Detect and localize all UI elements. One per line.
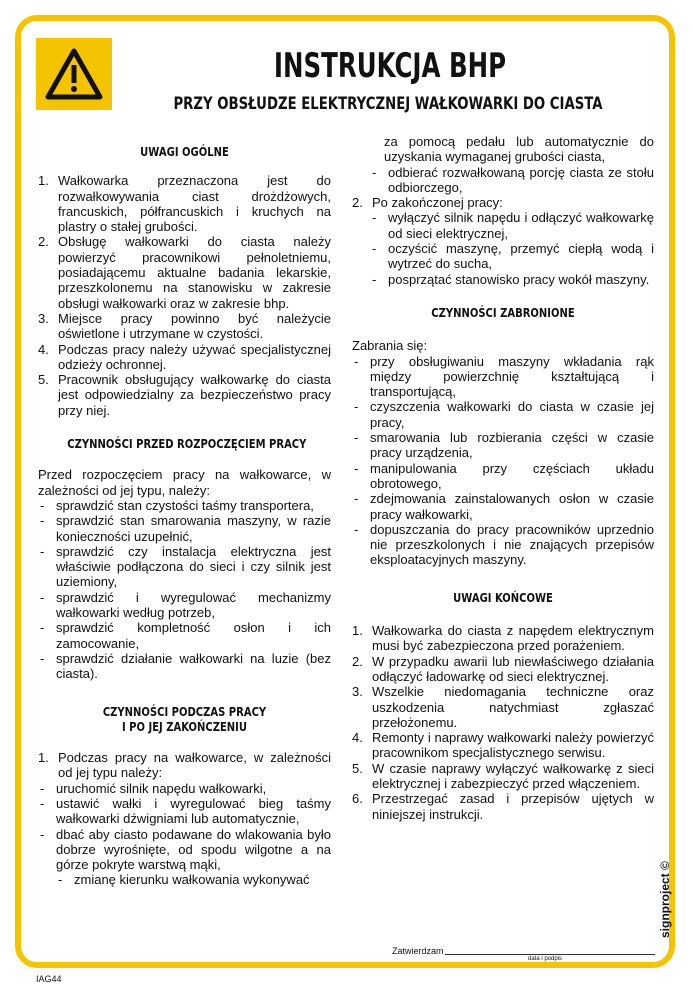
list-item: 2. Obsługę wałkowarki do ciasta należy powierzyć pracownikowi pełnoletniemu, posiadającemu aktualne badania lekarskie, przeszkolonemu na stanowisku w zakresie obsługi wałkowarki oraz w zakresie bhp. (38, 234, 331, 311)
list-item: - sprawdzić kompletność osłon i ich zamocowanie, (40, 620, 331, 651)
final-remarks-list (352, 623, 654, 822)
list-item: 4. Remonty i naprawy wałkowarki należy powierzyć pracownikom specjalistycznego serwisu. (352, 730, 654, 761)
list-item: - sprawdzić i wyregulować mechanizmy wałkowarki według potrzeb, (40, 589, 331, 621)
list-item: - sprawdzić stan czystości taśmy transportera, (40, 497, 314, 513)
list-item: 1. Wałkowarka do ciasta z napędem elektrycznym musi być zabezpieczona przed porażeniem. (352, 623, 654, 654)
list-item: - przy obsługiwaniu maszyny wkładania rąk między powierzchnię kształtującą i transportującą, (354, 353, 654, 400)
section-heading-forbidden: CZYNNOŚCI ZABRONIONE (431, 304, 575, 320)
page-subtitle: PRZY OBSŁUDZE ELEKTRYCZNEJ WAŁKOWARKI DO CIASTA (173, 94, 603, 114)
forbidden-list (352, 354, 654, 568)
before-work-intro: Przed rozpoczęciem pracy na wałkowarce, w zależności od jej typu, należy: (38, 467, 331, 498)
signature-line (445, 954, 655, 955)
list-item: 5. Pracownik obsługujący wałkowarkę do ciasta jest odpowiedzialny za bezpieczeństwo pracy przy niej. (38, 372, 331, 418)
general-remarks-list (38, 173, 331, 418)
signature-caption: data i podpis (528, 956, 563, 962)
list-item: - sprawdzić czy instalacja elektryczna jest właściwie podłączona do sieci i czy silnik jest uziemiony, (40, 543, 331, 590)
list-item: 2. Po zakończonej pracy: (352, 195, 503, 211)
section-heading-general: UWAGI OGÓLNE (140, 144, 229, 159)
list-item: - manipulowania przy częściach układu obrotowego, (354, 460, 654, 491)
list-item: - dbać aby ciasto podawane do wlakowania było dobrze wyrośnięte, od spodu wilgotne a na górze pokryte warstwą mąki, (40, 826, 331, 873)
list-item: - zmianę kierunku wałkowania wykonywać (58, 872, 310, 888)
before-work-list (38, 498, 331, 682)
list-item: - posprzątać stanowisko pracy wokół maszyny. (372, 271, 650, 287)
section-heading-before-work: CZYNNOŚCI PRZED ROZPOCZĘCIEM PRACY (67, 436, 307, 452)
list-item: - odbierać rozwałkowaną porcję ciasta ze stołu odbiorczego, (372, 164, 654, 195)
forbidden-intro: Zabrania się: (352, 338, 428, 354)
product-code: IAG44 (36, 974, 62, 984)
section-heading-during-work: CZYNNOŚCI PODCZAS PRACY (102, 703, 267, 719)
list-item: - wyłączyć silnik napędu i odłączyć wałkowarkę od sieci elektrycznej, (372, 210, 654, 241)
section-heading-final: UWAGI KOŃCOWE (453, 589, 553, 605)
right-column (352, 134, 654, 822)
approve-label: Zatwierdzam (392, 946, 444, 956)
left-column (38, 144, 331, 888)
list-item: 1. Wałkowarka przeznaczona jest do rozwałkowywania ciast drożdżowych, francuskich, półfrancuskich i kruchych na plastry o stałej grubości. (38, 173, 331, 235)
during-work-list-cont (352, 165, 654, 196)
list-item: - czyszczenia wałkowarki do ciasta w czasie jej pracy, (354, 399, 654, 430)
list-item: 3. Miejsce pracy powinno być należycie oświetlone i utrzymane w czystości. (38, 310, 331, 342)
list-item: 2. W przypadku awarii lub niewłaściwego działania odłączyć ładowarkę od sieci elektrycznej. (352, 653, 654, 684)
list-item: 6. Przestrzegać zasad i przepisów ujętych w niniejszej instrukcji. (352, 791, 654, 822)
list-item: - oczyścić maszynę, przemyć ciepłą wodą i wytrzeć do sucha, (372, 241, 654, 272)
list-item: za pomocą pedału lub automatycznie do uzyskania wymaganej grubości ciasta, (384, 134, 654, 165)
list-item: - sprawdzić działanie wałkowarki na luzie (bez ciasta). (40, 650, 331, 682)
warning-sign (36, 38, 112, 110)
after-work-list (352, 210, 654, 286)
list-item: 5. W czasie naprawy wyłączyć wałkowarkę z sieci elektrycznej i zabezpieczyć przed włączeniem. (352, 760, 654, 791)
list-item: 4. Podczas pracy należy używać specjalistycznej odzieży ochronnej. (38, 341, 331, 372)
list-item: - dopuszczania do pracy pracowników uprzednio nie przeszkolonych i nie znających przepisów eksploatacyjnych maszyny. (354, 521, 654, 568)
list-item: - smarowania lub rozbierania części w czasie pracy urządzenia, (354, 430, 654, 461)
page-title: INSTRUKCJA BHP (273, 46, 507, 86)
section-heading-during-work-2: I PO JEJ ZAKOŃCZENIU (121, 718, 248, 734)
list-item: - zdejmowania zainstalowanych osłon w czasie pracy wałkowarki, (354, 491, 654, 522)
list-item: - ustawić wałki i wyregulować bieg taśmy wałkowarki dźwigniami lub automatycznie, (40, 795, 331, 827)
brand-mark: signproject © (658, 861, 672, 938)
during-work-list (38, 781, 331, 873)
warning-triangle-icon (45, 47, 103, 101)
list-item: - uruchomić silnik napędu wałkowarki, (40, 780, 267, 796)
list-item: 1. Podczas pracy na wałkowarce, w zależności od jej typu należy: (38, 750, 331, 781)
list-item: 3. Wszelkie niedomagania techniczne oraz uszkodzenia natychmiast zgłaszać przełożonemu. (352, 684, 654, 730)
list-item: - sprawdzić stan smarowania maszyny, w razie konieczności uzupełnić, (40, 513, 331, 544)
